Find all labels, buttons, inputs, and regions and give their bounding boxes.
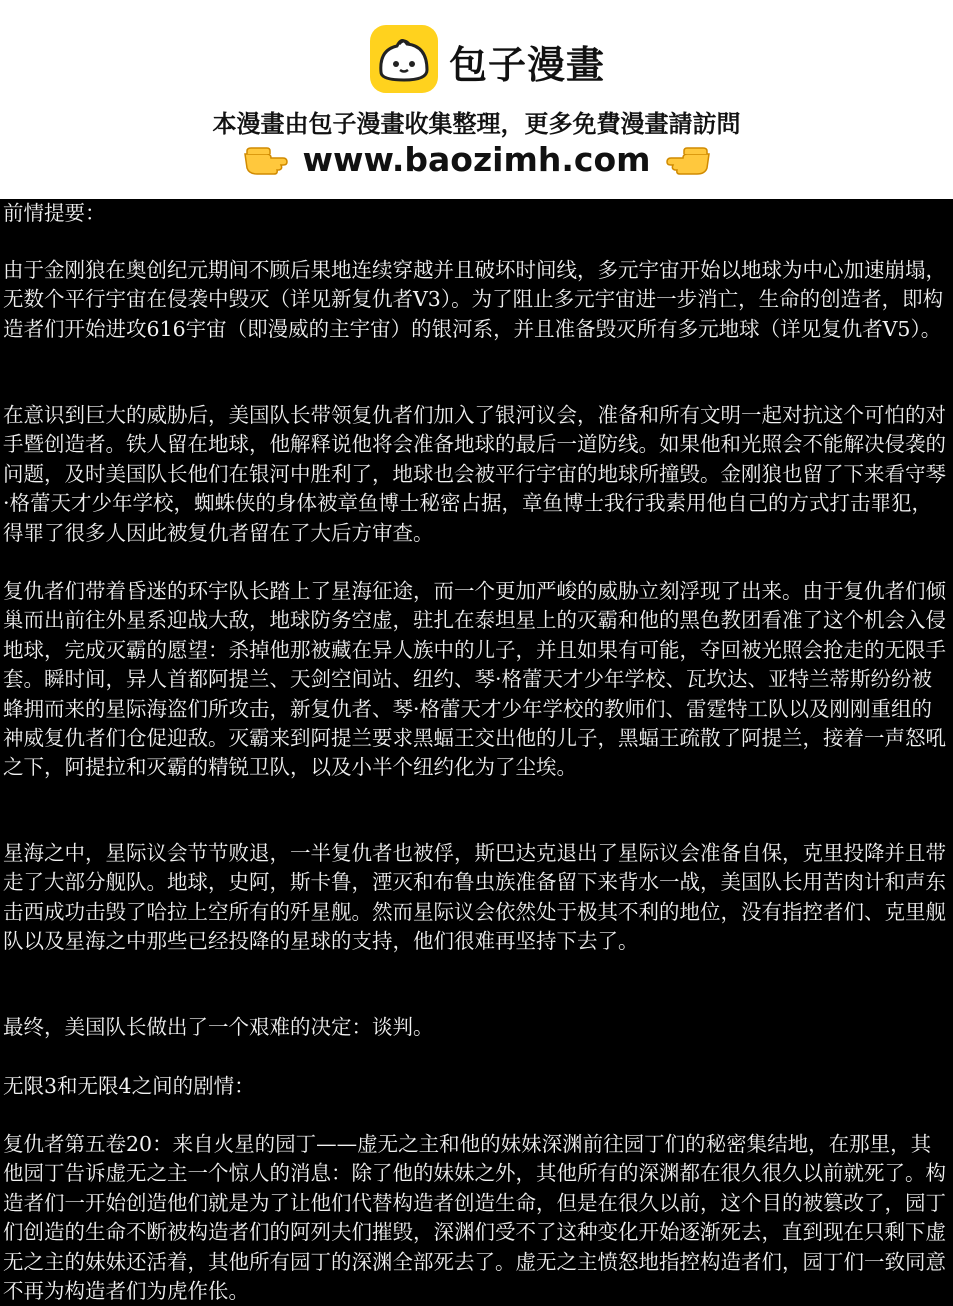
paragraph: 在意识到巨大的威胁后，美国队长带领复仇者们加入了银河议会，准备和所有文明一起对抗这个可怕的对手暨创造者。铁人留在地球，他解释说他将会准备地球的最后一道防线。如果他和光照会不能解决侵袭的问题，及时美国队长他们在银河中胜利了，地球也会被平行宇宙的地球所撞毁。金刚狼也留了下来看守琴·格蕾天才少年学校，蜘蛛侠的身体被章鱼博士秘密占据，章鱼博士我行我素用他自己的方式打击罪犯，得罪了很多人因此被复仇者留在了大后方审查。 [3,403,946,545]
synopsis-page [0,199,953,1306]
site-notice: 本漫畫由包子漫畫收集整理，更多免費漫畫請訪問 [212,110,741,138]
url-row [0,138,953,180]
paragraph: 最终，美国队长做出了一个艰难的决定：谈判。 [3,1015,434,1039]
site-banner [0,0,953,199]
pointing-hand-icon [243,142,289,176]
paragraph: 星海之中，星际议会节节败退，一半复仇者也被俘，斯巴达克退出了星际议会准备自保，克里投降并且带走了大部分舰队。地球，史阿，斯卡鲁，湮灭和布鲁虫族准备留下来背水一战，美国队长用苦肉计和声东击西成功击毁了哈拉上空所有的歼星舰。然而星际议会依然处于极其不利的地位，没有指控者们、克里舰队以及星海之中那些已经投降的星球的支持，他们很难再坚持下去了。 [3,841,946,954]
bun-mascot-icon [369,24,439,94]
site-url-link[interactable]: www.baozimh.com [302,139,651,179]
brand-name: 包子漫畫 [449,43,606,87]
section-heading-interlude: 无限3和无限4之间的剧情： [3,1074,255,1098]
paragraph: 复仇者们带着昏迷的环宇队长踏上了星海征途，而一个更加严峻的威胁立刻浮现了出来。由于复仇者们倾巢而出前往外星系迎战大敌，地球防务空虚，驻扎在泰坦星上的灭霸和他的黑色教团看准了这个机会入侵地球，完成灭霸的愿望：杀掉他那被藏在异人族中的儿子，并且如果有可能，夺回被光照会抢走的无限手套。瞬时间，异人首都阿提兰、天剑空间站、纽约、琴·格蕾天才少年学校、瓦坎达、亚特兰蒂斯纷纷被蜂拥而来的星际海盗们所攻击，新复仇者、琴·格蕾天才少年学校的教师们、雷霆特工队以及刚刚重组的神威复仇者们仓促迎敌。灭霸来到阿提兰要求黑蝠王交出他的儿子，黑蝠王疏散了阿提兰，接着一声怒吼之下，阿提拉和灭霸的精锐卫队，以及小半个纽约化为了尘埃。 [3,579,946,780]
paragraph: 复仇者第五卷20：来自火星的园丁——虚无之主和他的妹妹深渊前往园丁们的秘密集结地，在那里，其他园丁告诉虚无之主一个惊人的消息：除了他的妹妹之外，其他所有的深渊都在很久很久以前就死了。构造者们一开始创造他们就是为了让他们代替构造者创造生命，但是在很久以前，这个目的被篡改了，园丁们创造的生命不断被构造者们的阿列夫们摧毁，深渊们受不了这种变化开始逐渐死去，直到现在只剩下虚无之主的妹妹还活着，其他所有园丁的深渊全部死去了。虚无之主愤怒地指控构造者们，园丁们一致同意不再为构造者们为虎作伥。 [3,1132,946,1304]
section-heading-recap: 前情提要： [3,201,106,225]
paragraph: 由于金刚狼在奥创纪元期间不顾后果地连续穿越并且破坏时间线，多元宇宙开始以地球为中心加速崩塌，无数个平行宇宙在侵袭中毁灭（详见新复仇者V3）。为了阻止多元宇宙进一步消亡，生命的创造者，即构造者们开始进攻616宇宙（即漫威的主宇宙）的银河系，并且准备毁灭所有多元地球（详见复仇者V5）。 [3,258,946,341]
pointing-hand-icon [665,142,711,176]
